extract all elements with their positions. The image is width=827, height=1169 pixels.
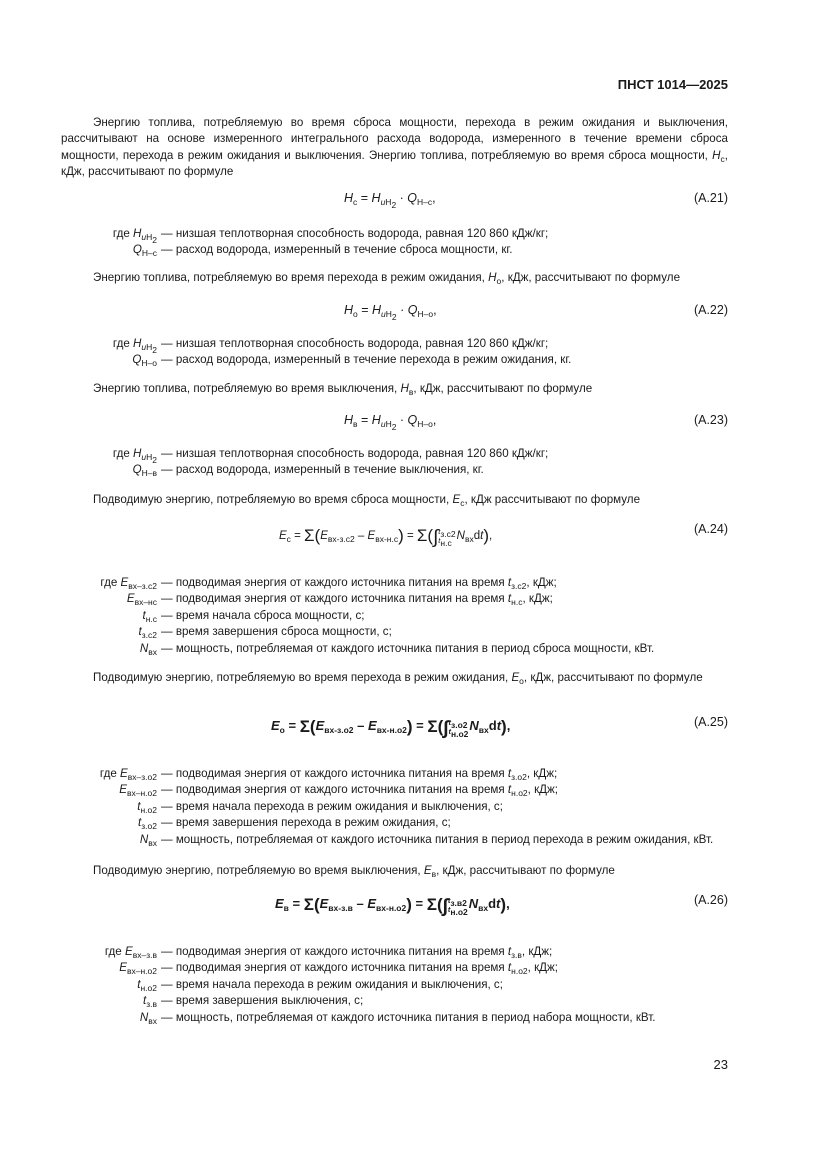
- definition-row: [61, 353, 761, 369]
- definition-row: [61, 978, 761, 994]
- paragraph-power-shed-input: Подводимую энергию, потребляемую во время сброса мощности, $E_с$, кДж рассчитывают по формуле: [93, 493, 641, 508]
- equation-a22: $H_о = H_{uH_2} \cdot Q_{Н-о}$, (A.22): [344, 303, 728, 322]
- definition-row: [61, 642, 761, 658]
- symbol-description: — подводимая энергия от каждого источника питания на время $t_{з.в}$, кДж;: [161, 945, 553, 960]
- symbol-label: $E_{вх-нс}$: [126, 592, 157, 608]
- definition-row: [61, 337, 761, 353]
- symbol-description: — расход водорода, измеренный в течение выключения, кг.: [161, 463, 484, 477]
- symbol-label: $N_{вх}$: [139, 641, 157, 657]
- definitions-a26: [61, 945, 761, 1027]
- symbol-label: $t_{н.о2}$: [137, 977, 157, 993]
- symbol-description: — мощность, потребляемая от каждого источника питания в период перехода в режим ожидания, кВт.: [161, 832, 714, 846]
- symbol-description: — время начала перехода в режим ожидания и выключения, с;: [161, 977, 503, 991]
- definition-row: [61, 227, 761, 243]
- definition-row: [61, 961, 761, 977]
- symbol-description: — низшая теплотворная способность водорода, равная 120 860 кДж/кг;: [161, 337, 549, 350]
- symbol-description: — подводимая энергия от каждого источника питания на время $t_{н.о2}$, кДж;: [161, 783, 558, 799]
- symbol-description: — низшая теплотворная способность водорода, равная 120 860 кДж/кг;: [161, 227, 549, 240]
- definition-row: [61, 945, 761, 961]
- definition-row: [61, 800, 761, 816]
- definitions-a22: [61, 337, 761, 370]
- symbol-label: $t_{н.о2}$: [137, 799, 157, 815]
- symbol-label: $E_{вх-н.о2}$: [119, 961, 157, 977]
- definition-row: [61, 767, 761, 783]
- symbol-description: — время начала сброса мощности, с;: [161, 608, 365, 622]
- equation-a24: $E_с = \Sigma(E_{вх-з.с2} - E_{вх-н.с}) = \Sigma(\int$ $t_{з.с2}$ $t_{н.с}$ $N_{вх}dt$), (A.24): [279, 522, 728, 548]
- definition-row: [61, 243, 761, 259]
- paragraph-standby-input: Подводимую энергию, потребляемую во время перехода в режим ожидания, $E_о$, кДж, рассчитывают по формуле: [93, 671, 703, 686]
- definitions-a24: [61, 576, 761, 658]
- symbol-label: $t_{з.в}$: [142, 994, 157, 1010]
- symbol-description: — расход водорода, измеренный в течение сброса мощности, кг.: [161, 243, 513, 257]
- equation-a26: $E_в = \Sigma(E_{вх-з.в} - E_{вх-н.о2}) = \Sigma(\int$ $t_{з.в2}$ $t_{н.о2}$ $N_{вх}dt$), (A.26): [275, 893, 728, 917]
- definition-row: [61, 592, 761, 608]
- symbol-label: $Q_{Н-о}$: [132, 353, 157, 369]
- symbol-description: — время завершения перехода в режим ожидания, с;: [161, 816, 451, 830]
- equation-a25: $E_о = \Sigma(E_{вх-з.о2} - E_{вх-н.о2}) = \Sigma(\int$ $t_{з.о2}$ $t_{н.о2}$ $N_{вх}dt$), (A.25): [271, 715, 728, 739]
- definition-row: [61, 447, 761, 463]
- definition-row: [61, 833, 761, 849]
- symbol-description: — время завершения выключения, с;: [161, 994, 364, 1008]
- definition-row: [61, 609, 761, 625]
- definitions-a23: [61, 447, 761, 480]
- symbol-label: где $H_{uH_2}$: [112, 447, 157, 465]
- symbol-label: $t_{з.о2}$: [138, 816, 157, 832]
- definitions-a21: [61, 227, 761, 260]
- symbol-label: где $E_{вх-з.в}$: [104, 945, 157, 960]
- paragraph-fuel-energy-intro: Энергию топлива, потребляемую во время сброса мощности, перехода в режим ожидания и выключения, рассчитывают на основе измеренного интегрального расхода водорода, измеренного в течение времени сброса мощности, перехода в режим ожидания и выключения. Энергию топлива, потребляемую во время сброса мощности, $H_с$, кДж, рассчитывают по формуле: [61, 116, 728, 179]
- symbol-description: — расход водорода, измеренный в течение перехода в режим ожидания, кг.: [161, 353, 572, 367]
- symbol-description: — подводимая энергия от каждого источника питания на время $t_{з.с2}$, кДж;: [161, 576, 557, 591]
- equation-a23: $H_в = H_{uH_2} \cdot Q_{Н-о}$, (A.23): [344, 413, 728, 432]
- symbol-description: — мощность, потребляемая от каждого источника питания в период сброса мощности, кВт.: [161, 641, 655, 655]
- symbol-label: $Q_{Н-в}$: [132, 463, 157, 479]
- paragraph-shutdown-input: Подводимую энергию, потребляемую во время выключения, $E_в$, кДж, рассчитывают по формуле: [93, 864, 615, 879]
- symbol-label: $t_{н.с}$: [142, 608, 157, 624]
- symbol-description: — низшая теплотворная способность водорода, равная 120 860 кДж/кг;: [161, 447, 549, 460]
- symbol-label: $t_{з.с2}$: [138, 625, 157, 641]
- definition-row: [61, 1011, 761, 1027]
- page-number: 23: [713, 1057, 728, 1072]
- definitions-a25: [61, 767, 761, 849]
- symbol-label: где $H_{uH_2}$: [112, 337, 157, 355]
- symbol-label: $N_{вх}$: [139, 832, 157, 848]
- paragraph-standby-fuel: Энергию топлива, потребляемую во время перехода в режим ожидания, $H_о$, кДж, рассчитывают по формуле: [93, 271, 681, 286]
- definition-row: [61, 625, 761, 641]
- symbol-description: — время завершения сброса мощности, с;: [161, 625, 392, 639]
- symbol-label: $E_{вх-н.о2}$: [119, 783, 157, 799]
- definition-row: [61, 463, 761, 479]
- symbol-description: — подводимая энергия от каждого источника питания на время $t_{н.с}$, кДж;: [161, 592, 553, 608]
- equation-a21: $H_с = H_{uH_2} \cdot Q_{Н-с}$, (A.21): [344, 191, 728, 210]
- definition-row: [61, 783, 761, 799]
- definition-row: [61, 994, 761, 1010]
- symbol-label: $Q_{Н-с}$: [132, 243, 157, 259]
- symbol-description: — время начала перехода в режим ожидания и выключения, с;: [161, 799, 503, 813]
- symbol-description: — подводимая энергия от каждого источника питания на время $t_{н.о2}$, кДж;: [161, 961, 558, 977]
- symbol-description: — мощность, потребляемая от каждого источника питания в период набора мощности, кВт.: [161, 1010, 656, 1024]
- symbol-label: где $E_{вх-з.о2}$: [99, 767, 157, 782]
- paragraph-shutdown-fuel: Энергию топлива, потребляемую во время выключения, $H_в$, кДж, рассчитывают по формуле: [93, 382, 593, 397]
- definition-row: [61, 816, 761, 832]
- definition-row: [61, 576, 761, 592]
- symbol-label: где $H_{uH_2}$: [112, 227, 157, 245]
- document-header: ПНСТ 1014—2025: [617, 77, 728, 92]
- symbol-description: — подводимая энергия от каждого источника питания на время $t_{з.о2}$, кДж;: [161, 767, 558, 782]
- symbol-label: $N_{вх}$: [139, 1010, 157, 1026]
- symbol-label: где $E_{вх-з.с2}$: [100, 576, 157, 591]
